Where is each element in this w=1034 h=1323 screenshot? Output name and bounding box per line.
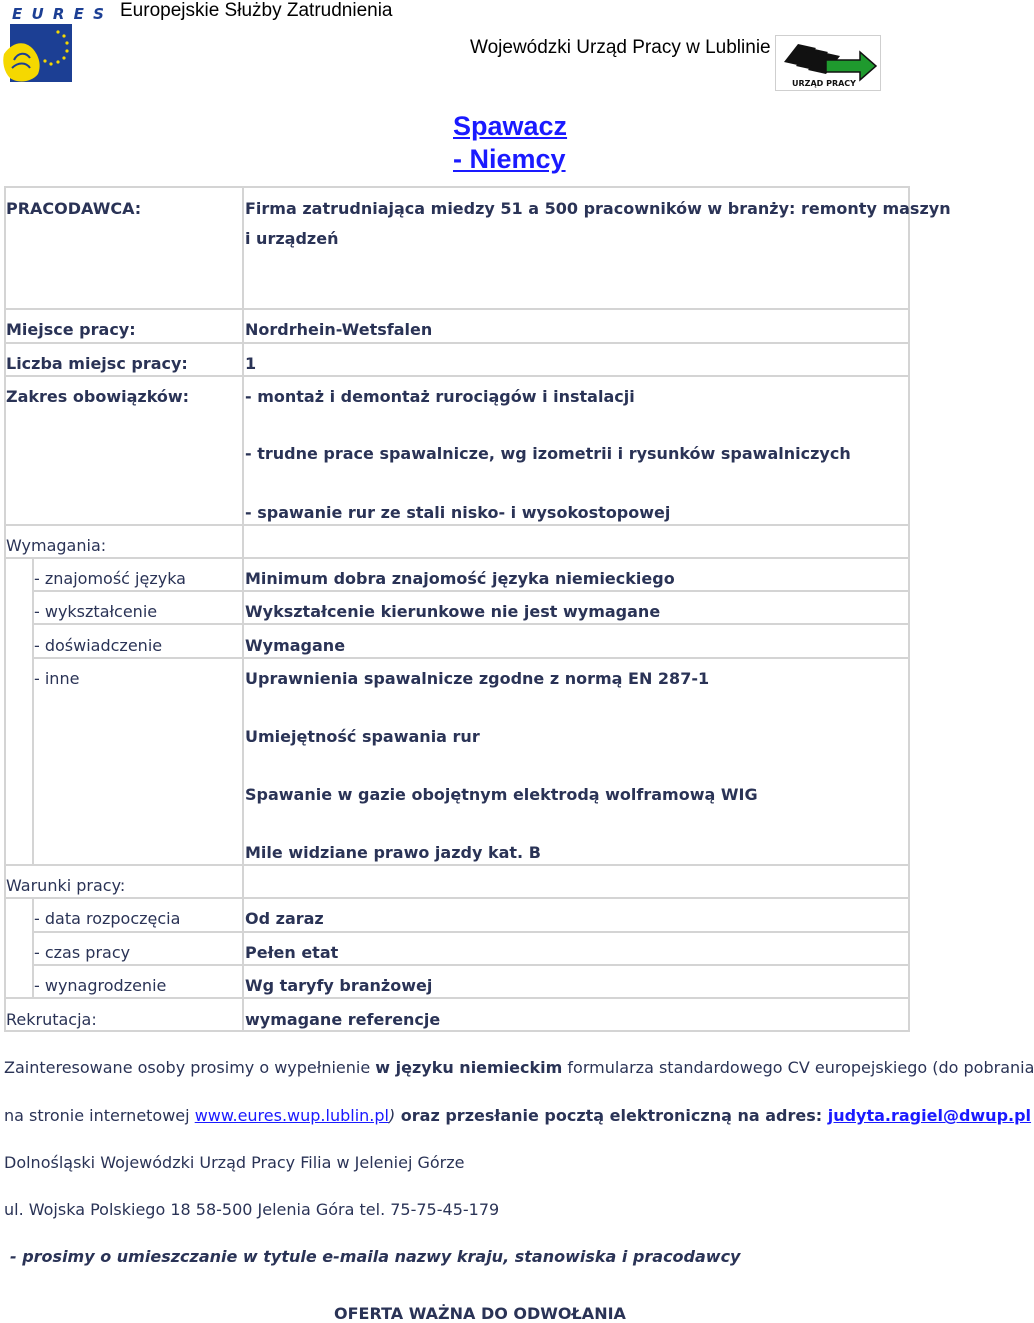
hours-label: - czas pracy [34,943,131,962]
svg-text:E U R E S: E U R E S [12,5,106,23]
start-label: - data rozpoczęcia [34,909,181,928]
education-value: Wykształcenie kierunkowe nie jest wymagane [245,602,661,621]
eures-website-link[interactable]: www.eures.wup.lublin.pl [194,1106,389,1125]
organization-name: Europejskie Służby Zatrudnienia [120,0,393,21]
table-divider [32,964,910,966]
table-divider [4,308,910,310]
job-title-line1: Spawacz [453,111,568,141]
positions-value: 1 [245,354,257,373]
duties-label: Zakres obowiązków: [6,387,190,406]
duty-item: - trudne prace spawalnicze, wg izometrii i rysunków spawalniczych [245,444,851,463]
svg-text:URZĄD PRACY: URZĄD PRACY [792,79,856,88]
office-name: Wojewódzki Urząd Pracy w Lublinie [470,37,771,58]
location-label: Miejsce pracy: [6,320,136,339]
table-divider [4,375,910,377]
address-line: ul. Wojska Polskiego 18 58-500 Jelenia Góra tel. 75-75-45-179 [4,1200,500,1219]
conditions-label: Warunki pracy: [6,876,126,895]
employer-value-line1: Firma zatrudniająca miedzy 51 a 500 pracowników w branży: remonty maszyn [245,199,951,218]
other-item: Umiejętność spawania rur [245,727,480,746]
other-item: Spawanie w gazie obojętnym elektrodą wolframową WIG [245,785,758,804]
urzad-pracy-logo [775,35,881,91]
eures-logo [2,2,106,86]
instructions-text: ) [388,1106,396,1125]
experience-value: Wymagane [245,636,346,655]
duty-item: - spawanie rur ze stali nisko- i wysokostopowej [245,503,671,522]
salary-value: Wg taryfy branżowej [245,976,433,995]
table-divider [4,557,910,559]
table-divider [4,342,910,344]
table-divider [32,657,910,659]
table-right-border [908,186,910,1030]
recruitment-label: Rekrutacja: [6,1010,97,1029]
recruitment-value: wymagane referencje [245,1010,441,1029]
office-line: Dolnośląski Wojewódzki Urząd Pracy Filia w Jeleniej Górze [4,1153,465,1172]
instructions-text: Zainteresowane osoby prosimy o wypełnienie [4,1058,376,1077]
instructions-text: na stronie internetowej [4,1106,195,1125]
location-value: Nordrhein-Wetsfalen [245,320,433,339]
education-label: - wykształcenie [34,602,158,621]
instructions-language: w języku niemieckim [375,1058,563,1077]
offer-validity: OFERTA WAŻNA DO ODWOŁANIA [334,1304,626,1323]
table-left-border [4,186,6,1030]
employer-label: PRACODAWCA: [6,199,142,218]
duty-item: - montaż i demontaż rurociągów i instalacji [245,387,635,406]
table-divider [4,864,910,866]
other-item: Uprawnienia spawalnicze zgodne z normą EN 287-1 [245,669,710,688]
positions-label: Liczba miejsc pracy: [6,354,188,373]
table-divider [32,590,910,592]
language-label: - znajomość języka [34,569,186,588]
other-label: - inne [34,669,80,688]
table-divider [4,524,910,526]
contact-email-link[interactable]: judyta.ragiel@dwup.pl [827,1106,1032,1125]
start-value: Od zaraz [245,909,324,928]
table-divider [32,931,910,933]
other-item: Mile widziane prawo jazdy kat. B [245,843,541,862]
employer-value-line2: i urządzeń [245,229,339,248]
table-column-divider [242,186,244,1030]
email-subject-note: - prosimy o umieszczanie w tytule e-maila nazwy kraju, stanowiska i pracodawcy [10,1247,741,1266]
table-divider [32,623,910,625]
job-title [453,110,567,176]
hours-value: Pełen etat [245,943,339,962]
application-instructions-continued [4,1106,1031,1125]
application-instructions [4,1058,1034,1077]
experience-label: - doświadczenie [34,636,163,655]
table-divider [4,897,910,899]
table-divider [4,997,910,999]
requirements-label: Wymagania: [6,536,107,555]
instructions-email-text: oraz przesłanie pocztą elektroniczną na adres: [395,1106,828,1125]
language-value: Minimum dobra znajomość języka niemieckiego [245,569,675,588]
salary-label: - wynagrodzenie [34,976,167,995]
table-top-border [4,186,910,188]
table-bottom-border [4,1030,910,1032]
instructions-text: formularza standardowego CV europejskiego (do pobrania [562,1058,1034,1077]
job-title-line2: - Niemcy [453,144,566,174]
